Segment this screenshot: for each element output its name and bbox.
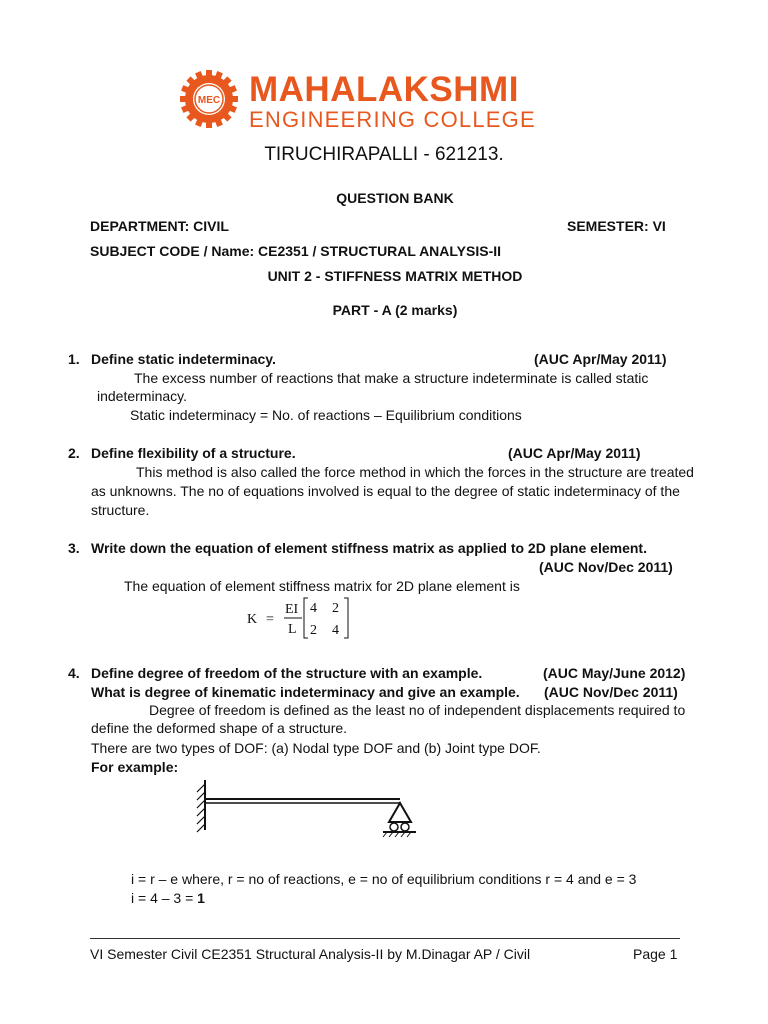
q1-question: Define static indeterminacy. bbox=[91, 351, 276, 367]
q3-number: 3. bbox=[68, 540, 80, 556]
q1-reference: (AUC Apr/May 2011) bbox=[534, 351, 667, 367]
part-title: PART - A (2 marks) bbox=[332, 302, 458, 318]
eq-numerator: EI bbox=[285, 602, 299, 617]
q4-question: Define degree of freedom of the structure with an example. bbox=[91, 665, 483, 681]
q4-formula-line1: i = r – e where, r = no of reactions, e = no of equilibrium conditions r = 4 and e = 3 bbox=[131, 871, 637, 887]
stiffness-matrix-equation bbox=[244, 596, 354, 640]
beam-diagram bbox=[188, 778, 428, 838]
matrix-cell: 4 bbox=[310, 601, 317, 616]
q4-answer-line3: There are two types of DOF: (a) Nodal type DOF and (b) Joint type DOF. bbox=[91, 740, 541, 756]
footer-divider bbox=[90, 938, 680, 939]
q4-reference: (AUC May/June 2012) bbox=[543, 665, 686, 681]
eq-equals: = bbox=[266, 612, 274, 627]
q4-answer-line2: define the deformed shape of a structure. bbox=[91, 720, 348, 736]
q1-answer-line1: The excess number of reactions that make a structure indeterminate is called static bbox=[134, 370, 649, 386]
svg-text:MEC: MEC bbox=[197, 95, 221, 106]
q4-formula-result: 1 bbox=[197, 890, 205, 906]
q4-formula-line2: i = 4 – 3 = 1 bbox=[131, 890, 205, 906]
q1-number: 1. bbox=[68, 351, 80, 367]
department: DEPARTMENT: CIVIL bbox=[90, 218, 229, 234]
eq-lhs: K bbox=[247, 612, 258, 627]
q2-answer-line2: as unknowns. The no of equations involved is equal to the degree of static indeterminacy of the bbox=[91, 483, 680, 499]
q1-answer-line3: Static indeterminacy = No. of reactions – Equilibrium conditions bbox=[130, 407, 522, 423]
q4-number: 4. bbox=[68, 665, 80, 681]
q2-number: 2. bbox=[68, 445, 80, 461]
q4-example-label: For example: bbox=[91, 759, 179, 775]
unit-title: UNIT 2 - STIFFNESS MATRIX METHOD bbox=[267, 268, 523, 284]
q1-answer-line2: indeterminacy. bbox=[97, 388, 188, 404]
matrix-cell: 2 bbox=[332, 601, 339, 616]
eq-denominator: L bbox=[288, 622, 297, 637]
college-logo bbox=[178, 68, 240, 130]
q2-answer-line1: This method is also called the force method in which the forces in the structure are treated bbox=[136, 464, 694, 480]
college-subtitle: ENGINEERING COLLEGE bbox=[249, 107, 536, 132]
q4-answer-line1: Degree of freedom is defined as the least no of independent displacements required to bbox=[149, 702, 686, 718]
q3-answer-line1: The equation of element stiffness matrix for 2D plane element is bbox=[124, 578, 520, 594]
footer-text: VI Semester Civil CE2351 Structural Analysis-II by M.Dinagar AP / Civil bbox=[90, 946, 531, 962]
college-name: MAHALAKSHMI bbox=[249, 70, 519, 109]
document-title: QUESTION BANK bbox=[336, 190, 454, 206]
q3-question: Write down the equation of element stiffness matrix as applied to 2D plane element. bbox=[91, 540, 647, 556]
subject: SUBJECT CODE / Name: CE2351 / STRUCTURAL ANALYSIS-II bbox=[90, 243, 502, 259]
q2-answer-line3: structure. bbox=[91, 502, 150, 518]
page-number: Page 1 bbox=[633, 946, 678, 962]
matrix-cell: 4 bbox=[332, 623, 339, 638]
q2-question: Define flexibility of a structure. bbox=[91, 445, 296, 461]
q4-reference2: (AUC Nov/Dec 2011) bbox=[544, 684, 678, 700]
q4-question2: What is degree of kinematic indeterminacy and give an example. bbox=[91, 684, 520, 700]
matrix-cell: 2 bbox=[310, 623, 317, 638]
q3-reference: (AUC Nov/Dec 2011) bbox=[539, 559, 673, 575]
semester: SEMESTER: VI bbox=[567, 218, 666, 234]
college-city: TIRUCHIRAPALLI - 621213. bbox=[264, 144, 504, 165]
q2-reference: (AUC Apr/May 2011) bbox=[508, 445, 641, 461]
